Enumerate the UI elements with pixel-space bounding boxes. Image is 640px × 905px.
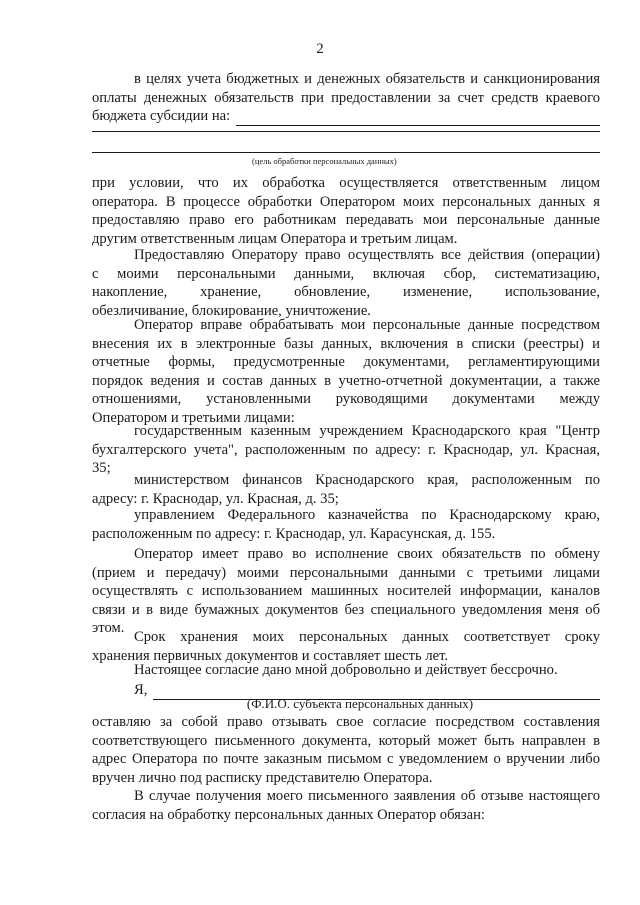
p7-line: соответствующего письменного документа, который может быть направлен в bbox=[92, 732, 600, 749]
p7-line: адрес Оператора по почте заказным письмом с уведомлением о вручении либо bbox=[92, 751, 600, 768]
p3-line: порядок ведения и состав данных в учетно-отчетной документации, а также bbox=[92, 372, 600, 389]
paragraph-7 bbox=[92, 713, 600, 787]
purpose-block bbox=[92, 70, 600, 126]
paragraph-4 bbox=[92, 545, 600, 638]
paragraph-6 bbox=[92, 661, 600, 680]
p1-line: при условии, что их обработка осуществляется ответственным лицом bbox=[92, 175, 600, 191]
purpose-blank-line-2[interactable] bbox=[92, 131, 600, 132]
page-number: 2 bbox=[316, 41, 324, 57]
p8-line: В случае получения моего письменного заявления об отзыве настоящего bbox=[134, 788, 600, 804]
paragraph-8 bbox=[92, 787, 600, 824]
p3-line: Оператор вправе обрабатывать мои персональные данные посредством bbox=[134, 317, 600, 333]
p8-line: согласия на обработку персональных данных Оператор обязан: bbox=[92, 806, 485, 823]
purpose-fill-line[interactable] bbox=[236, 112, 600, 126]
p4-line: осуществлять с использованием машинных носителей информации, каналов bbox=[92, 583, 600, 600]
paragraph-2 bbox=[92, 246, 600, 320]
p5-line: Срок хранения моих персональных данных соответствует сроку bbox=[134, 629, 600, 645]
paragraph-5 bbox=[92, 628, 600, 665]
purpose-line-3 bbox=[92, 107, 600, 126]
p2-line: с моими персональными данными, включая сбор, систематизацию, bbox=[92, 265, 600, 282]
signature-caption: (Ф.И.О. субъекта персональных данных) bbox=[246, 696, 474, 711]
org3-line: расположенным по адресу: г. Краснодар, ул. Карасунская, д. 155. bbox=[92, 525, 496, 542]
p2-line: Предоставляю Оператору право осуществлять все действия (операции) bbox=[134, 247, 600, 263]
org2-line: адресу: г. Краснодар, ул. Красная, д. 35; bbox=[92, 490, 339, 507]
paragraph-1 bbox=[92, 174, 600, 248]
p2-line: обезличивание, блокирование, уничтожение. bbox=[92, 302, 371, 319]
p7-line: оставляю за собой право отзывать свое согласие посредством составления bbox=[92, 714, 600, 730]
p4-line: этом. bbox=[92, 620, 125, 637]
org-3 bbox=[92, 506, 600, 543]
org2-line: министерством финансов Краснодарского края, расположенным по bbox=[134, 472, 600, 488]
org1-line: бухгалтерского учета", расположенным по адресу: г. Краснодар, ул. Красная, bbox=[92, 441, 600, 458]
signature-prefix: Я, bbox=[134, 682, 148, 698]
p6-line: Настоящее согласие дано мной добровольно и действует бессрочно. bbox=[134, 662, 558, 678]
purpose-line-1: в целях учета бюджетных и денежных обязательств и санкционирования bbox=[134, 71, 600, 87]
p3-line: внесения их в электронные базы данных, включения в списки (реестры) и bbox=[92, 335, 600, 352]
p3-line: Оператором и третьими лицами: bbox=[92, 409, 295, 426]
p3-line: отчетные формы, предусмотренные документами, регламентирующими bbox=[92, 354, 600, 371]
p4-line: связи и в виде бумажных документов без специального уведомления меня об bbox=[92, 601, 600, 618]
p4-line: Оператор имеет право во исполнение своих обязательств по обмену bbox=[134, 546, 600, 562]
org-2 bbox=[92, 471, 600, 508]
org1-line: государственным казенным учреждением Краснодарского края "Центр bbox=[134, 423, 600, 439]
p4-line: (прием и передачу) моими персональными данными с третьими лицами bbox=[92, 564, 600, 581]
paragraph-3 bbox=[92, 316, 600, 428]
purpose-blank-line-3[interactable] bbox=[92, 152, 600, 153]
org3-line: управлением Федерального казначейства по Краснодарскому краю, bbox=[134, 507, 600, 523]
p1-line: другим ответственным лицам Оператора и третьим лицам. bbox=[92, 230, 458, 247]
p2-line: накопление, хранение, обновление, изменение, использование, bbox=[92, 284, 600, 301]
purpose-line-2: оплаты денежных обязательств при предоставлении за счет средств краевого bbox=[92, 89, 600, 106]
org1-line: 35; bbox=[92, 460, 111, 477]
purpose-caption: (цель обработки персональных данных) bbox=[252, 156, 397, 166]
p7-line: вручен лично под расписку представителю Оператора. bbox=[92, 769, 433, 786]
p1-line: предоставляю право его работникам передавать мои персональные данные bbox=[92, 212, 600, 229]
p1-line: оператора. В процессе обработки Оператором моих персональных данных я bbox=[92, 193, 600, 210]
purpose-line-3-text: бюджета субсидии на: bbox=[92, 108, 231, 125]
p5-line: хранения первичных документов и составляет шесть лет. bbox=[92, 647, 449, 664]
org-1 bbox=[92, 422, 600, 478]
p3-line: отношениями, установленными руководящими документами между bbox=[92, 391, 600, 408]
